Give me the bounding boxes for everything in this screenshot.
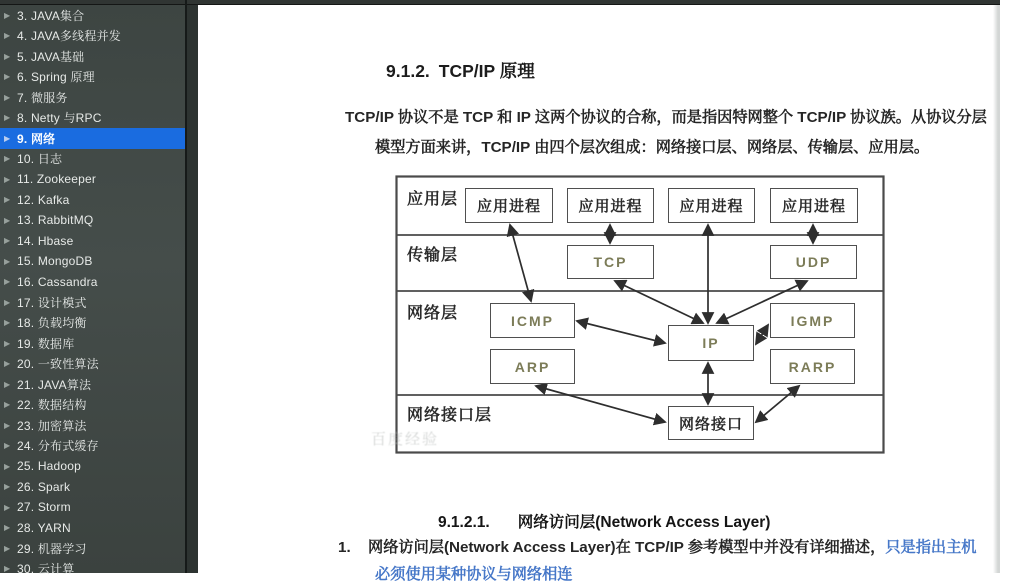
sidebar-item[interactable]	[0, 497, 185, 518]
list-item-link-line2[interactable]: 必须使用某种协议与网络相连	[375, 566, 573, 583]
sidebar-item-label: 7. 微服务	[17, 90, 68, 105]
sidebar-item-label: 27. Storm	[17, 500, 71, 515]
sidebar-item[interactable]	[0, 46, 185, 67]
layer-label-network-interface: 网络接口层	[407, 407, 493, 424]
layer-label-transport: 传输层	[407, 247, 459, 264]
sidebar-item[interactable]	[0, 395, 185, 416]
sidebar-item-label: 6. Spring 原理	[17, 70, 95, 85]
sidebar-item[interactable]	[0, 169, 185, 190]
subsection-heading	[438, 510, 770, 532]
disclosure-triangle-icon[interactable]: ▶	[4, 51, 11, 61]
diagram-box-rarp: RARP	[770, 349, 855, 384]
sidebar-item-label: 23. 加密算法	[17, 418, 87, 433]
diagram-box-igmp: IGMP	[770, 303, 855, 338]
sidebar-item[interactable]	[0, 374, 185, 395]
sidebar-item[interactable]	[0, 67, 185, 88]
sidebar-item-label: 12. Kafka	[17, 192, 70, 207]
sidebar-item-label: 15. MongoDB	[17, 254, 93, 269]
list-item-number: 1.	[338, 539, 351, 556]
diagram-box-arp: ARP	[490, 349, 575, 384]
disclosure-triangle-icon[interactable]: ▶	[4, 564, 11, 574]
list-item-link[interactable]: 只是指出主机	[885, 539, 977, 556]
diagram-box-network-interface: 网络接口	[668, 406, 754, 440]
sidebar-item[interactable]	[0, 5, 185, 26]
sidebar-item-label: 19. 数据库	[17, 336, 75, 351]
paragraph-line-1: TCP/IP 协议不是 TCP 和 IP 这两个协议的合称，而是指因特网整个 TCP/IP 协议族。从协议分层	[345, 109, 987, 126]
sidebar-item-label: 21. JAVA算法	[17, 377, 92, 392]
sidebar-item-label: 29. 机器学习	[17, 541, 87, 556]
sidebar-item-label: 8. Netty 与RPC	[17, 111, 102, 126]
disclosure-triangle-icon[interactable]: ▶	[4, 379, 11, 389]
disclosure-triangle-icon[interactable]: ▶	[4, 543, 11, 553]
diagram-box-icmp: ICMP	[490, 303, 575, 338]
diagram-box-tcp: TCP	[567, 245, 654, 279]
section-title: TCP/IP 原理	[438, 61, 535, 81]
toc-sidebar	[0, 5, 185, 577]
diagram-box-app-process-4: 应用进程	[770, 188, 858, 223]
sidebar-item[interactable]	[0, 26, 185, 47]
disclosure-triangle-icon[interactable]: ▶	[4, 113, 11, 123]
diagram-box-udp: UDP	[770, 245, 857, 279]
sidebar-item[interactable]	[0, 354, 185, 375]
sidebar-item[interactable]	[0, 190, 185, 211]
disclosure-triangle-icon[interactable]: ▶	[4, 154, 11, 164]
disclosure-triangle-icon[interactable]: ▶	[4, 195, 11, 205]
sidebar-item[interactable]	[0, 436, 185, 457]
layer-label-application: 应用层	[407, 191, 459, 208]
disclosure-triangle-icon[interactable]: ▶	[4, 461, 11, 471]
sidebar-item[interactable]	[0, 292, 185, 313]
disclosure-triangle-icon[interactable]: ▶	[4, 420, 11, 430]
sidebar-item[interactable]	[0, 210, 185, 231]
disclosure-triangle-icon[interactable]: ▶	[4, 72, 11, 82]
sidebar-item-label: 17. 设计模式	[17, 295, 87, 310]
section-heading	[386, 58, 535, 83]
disclosure-triangle-icon[interactable]: ▶	[4, 523, 11, 533]
body-paragraph	[345, 103, 1025, 163]
sidebar-item-label: 16. Cassandra	[17, 274, 98, 289]
sidebar-item-label: 18. 负载均衡	[17, 316, 87, 331]
diagram-box-app-process-3: 应用进程	[668, 188, 755, 223]
paragraph-line-2: 模型方面来讲，TCP/IP 由四个层次组成：网络接口层、网络层、传输层、应用层。	[375, 139, 930, 156]
sidebar-item-label: 30. 云计算	[17, 562, 75, 577]
tcpip-diagram	[371, 175, 885, 454]
sidebar-item-label: 3. JAVA集合	[17, 8, 85, 23]
sidebar-item[interactable]	[0, 128, 185, 149]
sidebar-item[interactable]	[0, 518, 185, 539]
sidebar-item[interactable]	[0, 251, 185, 272]
subsection-title: 网络访问层(Network Access Layer)	[517, 514, 771, 531]
diagram-box-app-process-2: 应用进程	[567, 188, 654, 223]
disclosure-triangle-icon[interactable]: ▶	[4, 277, 11, 287]
sidebar-item[interactable]	[0, 333, 185, 354]
disclosure-triangle-icon[interactable]: ▶	[4, 359, 11, 369]
sidebar-item-label: 4. JAVA多线程并发	[17, 29, 121, 44]
diagram-box-ip: IP	[668, 325, 754, 361]
list-item-text: 网络访问层(Network Access Layer)在 TCP/IP 参考模型中并没有详细描述，	[368, 539, 886, 556]
sidebar-item[interactable]	[0, 87, 185, 108]
sidebar-item-label: 11. Zookeeper	[17, 172, 97, 187]
sidebar-item[interactable]	[0, 231, 185, 252]
sidebar-item[interactable]	[0, 313, 185, 334]
disclosure-triangle-icon[interactable]: ▶	[4, 400, 11, 410]
sidebar-item-label: 25. Hadoop	[17, 459, 82, 474]
sidebar-item[interactable]	[0, 272, 185, 293]
sidebar-gutter	[187, 5, 198, 573]
disclosure-triangle-icon[interactable]: ▶	[4, 174, 11, 184]
disclosure-triangle-icon[interactable]: ▶	[4, 441, 11, 451]
sidebar-item-label: 13. RabbitMQ	[17, 213, 94, 228]
content-pane	[198, 5, 1000, 583]
sidebar-item-label: 20. 一致性算法	[17, 357, 99, 372]
sidebar-item[interactable]	[0, 415, 185, 436]
sidebar-item[interactable]	[0, 108, 185, 129]
disclosure-triangle-icon[interactable]: ▶	[4, 31, 11, 41]
list-item-1	[338, 536, 976, 557]
disclosure-triangle-icon[interactable]: ▶	[4, 256, 11, 266]
disclosure-triangle-icon[interactable]: ▶	[4, 215, 11, 225]
sidebar-item[interactable]	[0, 456, 185, 477]
diagram-box-app-process-1: 应用进程	[465, 188, 553, 223]
watermark: 百度经验	[371, 431, 440, 448]
sidebar-item[interactable]	[0, 559, 185, 580]
section-number: 9.1.2.	[386, 61, 430, 81]
sidebar-item-label: 24. 分布式缓存	[17, 439, 99, 454]
layer-label-network: 网络层	[407, 305, 459, 322]
sidebar-item-label: 10. 日志	[17, 152, 63, 167]
sidebar-item-label: 28. YARN	[17, 520, 71, 535]
disclosure-triangle-icon[interactable]: ▶	[4, 338, 11, 348]
sidebar-item-label: 14. Hbase	[17, 233, 74, 248]
subsection-number: 9.1.2.1.	[438, 514, 490, 531]
disclosure-triangle-icon[interactable]: ▶	[4, 236, 11, 246]
disclosure-triangle-icon[interactable]: ▶	[4, 10, 11, 20]
scrollbar[interactable]	[993, 5, 1000, 573]
disclosure-triangle-icon[interactable]: ▶	[4, 133, 11, 143]
disclosure-triangle-icon[interactable]: ▶	[4, 318, 11, 328]
sidebar-item-label: 22. 数据结构	[17, 398, 87, 413]
sidebar-item[interactable]	[0, 538, 185, 559]
sidebar-item[interactable]	[0, 149, 185, 170]
sidebar-item-label: 5. JAVA基础	[17, 49, 85, 64]
disclosure-triangle-icon[interactable]: ▶	[4, 92, 11, 102]
disclosure-triangle-icon[interactable]: ▶	[4, 502, 11, 512]
sidebar-item-label: 9. 网络	[17, 131, 56, 146]
disclosure-triangle-icon[interactable]: ▶	[4, 297, 11, 307]
sidebar-item[interactable]	[0, 477, 185, 498]
sidebar-item-label: 26. Spark	[17, 479, 71, 494]
disclosure-triangle-icon[interactable]: ▶	[4, 482, 11, 492]
